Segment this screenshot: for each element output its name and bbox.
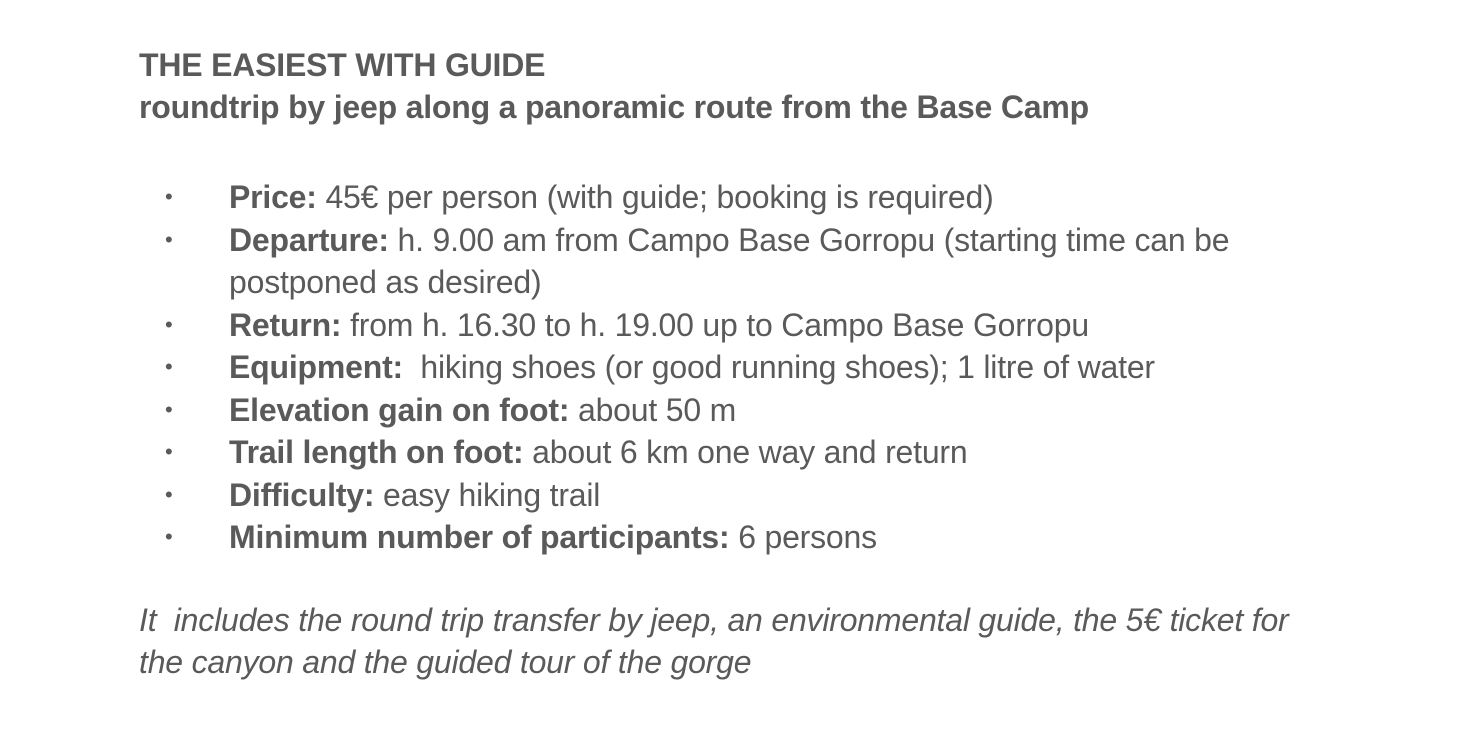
detail-value: easy hiking trail	[374, 476, 601, 513]
detail-label: Departure:	[229, 221, 389, 258]
detail-value: 45€ per person (with guide; booking is required)	[316, 179, 994, 215]
detail-label: Equipment:	[229, 349, 403, 385]
detail-label: Elevation gain on foot:	[229, 391, 570, 428]
document	[139, 44, 1359, 683]
detail-label: Price:	[229, 179, 317, 215]
inclusions-note: It includes the round trip transfer by jeep, an environmental guide, the 5€ ticket for the canyon and the guided tour of the gorge	[139, 601, 1298, 680]
detail-label: Minimum number of participants:	[229, 519, 730, 555]
detail-value: from h. 16.30 to h. 19.00 up to Campo Base Gorropu	[341, 306, 1089, 343]
page-title: THE EASIEST WITH GUIDE	[139, 47, 546, 83]
detail-label: Trail length on foot:	[229, 434, 524, 470]
bullet-icon: •	[165, 481, 173, 507]
detail-departure	[139, 219, 1309, 304]
detail-value: hiking shoes (or good running shoes); 1 litre of water	[403, 349, 1155, 385]
bullet-icon: •	[165, 226, 173, 252]
detail-return	[139, 304, 1309, 347]
detail-difficulty	[139, 474, 1309, 517]
detail-trail-length	[139, 431, 1309, 474]
bullet-icon: •	[165, 439, 173, 464]
detail-price	[139, 176, 1309, 219]
bullet-icon: •	[165, 396, 173, 422]
detail-value: 6 persons	[729, 519, 877, 555]
bullet-icon: •	[165, 354, 173, 379]
detail-equipment	[139, 346, 1309, 389]
detail-minimum-participants	[139, 516, 1309, 559]
bullet-icon: •	[165, 524, 173, 549]
detail-value: about 6 km one way and return	[523, 434, 968, 470]
bullet-icon: •	[165, 184, 173, 209]
detail-label: Return:	[229, 306, 342, 343]
detail-value: about 50 m	[569, 391, 737, 428]
detail-label: Difficulty:	[229, 476, 375, 513]
bullet-icon: •	[165, 311, 173, 337]
detail-elevation-gain	[139, 389, 1309, 432]
details-list	[139, 176, 1359, 559]
detail-value: h. 9.00 am from Campo Base Gorropu (starting time can be postponed as desired)	[229, 221, 1230, 300]
page-subtitle: roundtrip by jeep along a panoramic route from the Base Camp	[139, 89, 1089, 125]
